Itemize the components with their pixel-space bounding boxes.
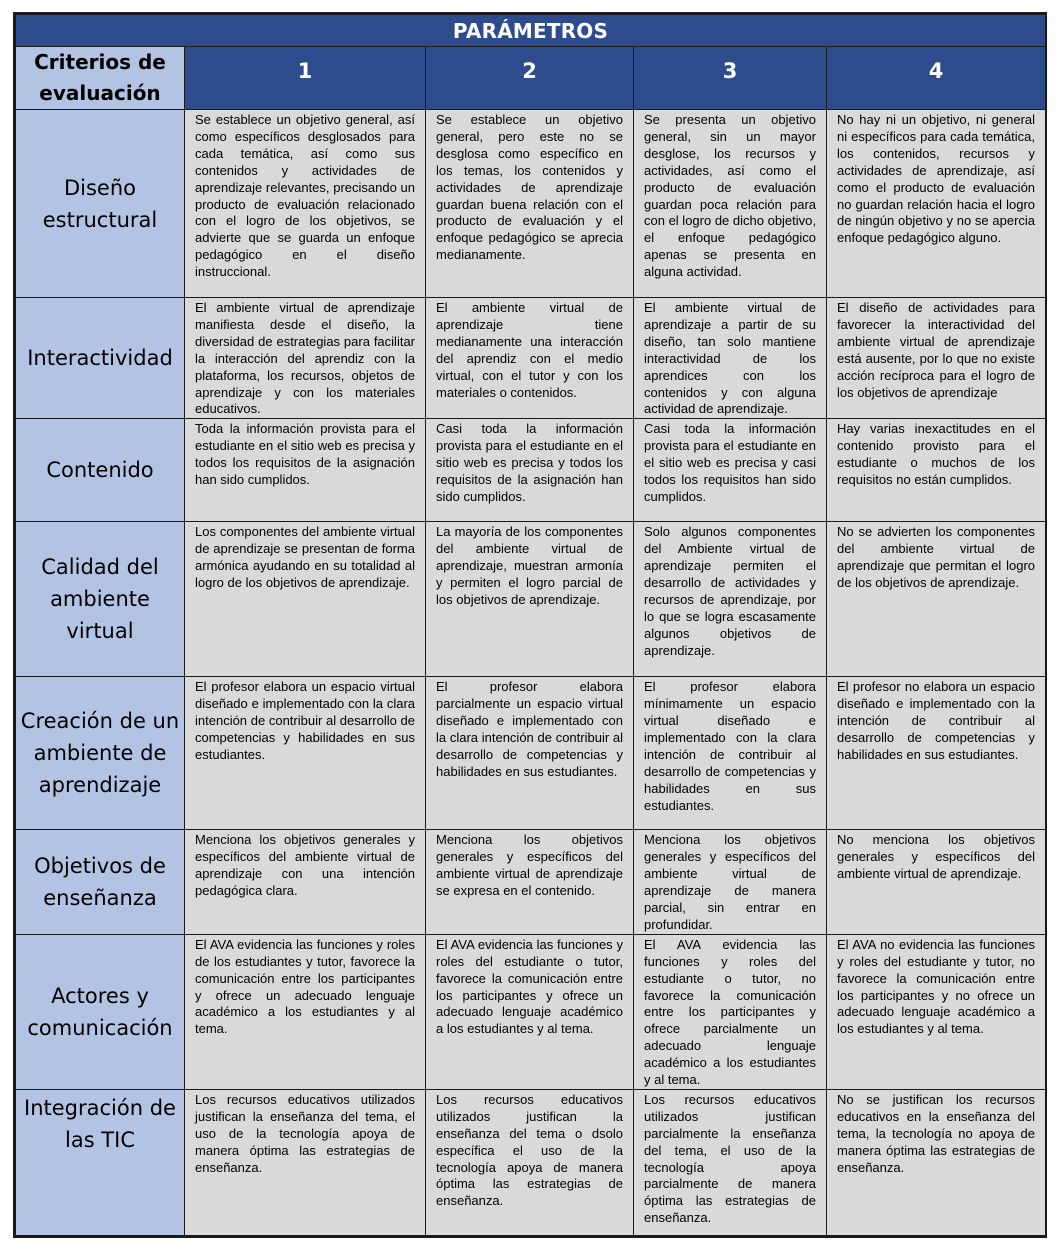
table-row: [16, 934, 1046, 1089]
table-row: [16, 1089, 1046, 1235]
level-header-4: 4: [827, 47, 1046, 110]
level-2-description: La mayoría de los componentes del ambiente virtual de aprendizaje, muestran armonía y permiten el logro parcial de los objetivos de aprendizaje.: [426, 522, 634, 677]
level-header-2: 2: [426, 47, 634, 110]
level-4-description: El diseño de actividades para favorecer la interactividad del ambiente virtual de aprendizaje está ausente, por lo que no existe acción recíproca para el logro de los objetivos de aprendizaje: [827, 298, 1046, 419]
level-3-description: Menciona los objetivos generales y específicos del ambiente virtual de aprendizaje de manera parcial, sin entrar en profundidar.: [634, 830, 827, 934]
table-row: [16, 298, 1046, 419]
level-3-description: El ambiente virtual de aprendizaje a partir de su diseño, tan solo mantiene interactividad de los aprendices con los contenidos y con alguna actividad de aprendizaje.: [634, 298, 827, 419]
table-title: PARÁMETROS: [16, 15, 1046, 47]
level-4-description: No se justifican los recursos educativos en la enseñanza del tema, la tecnología no apoya de manera óptima las estrategias de enseñanza.: [827, 1089, 1046, 1235]
level-3-description: Los recursos educativos utilizados justifican parcialmente la enseñanza del tema, el uso de la tecnología apoya parcialmente de manera óptima las estrategias de enseñanza.: [634, 1089, 827, 1235]
criterion-label: Integración de las TIC: [16, 1089, 185, 1235]
criterion-label: Diseño estructural: [16, 110, 185, 298]
level-4-description: No hay ni un objetivo, ni general ni específicos para cada temática, los contenidos, recursos y actividades de aprendizaje, así como el producto de evaluación no guardan relación hacia el logro de ningún objetivo y no se apercia enfoque pedagógico alguno.: [827, 110, 1046, 298]
title-row: [16, 15, 1046, 47]
table-row: [16, 419, 1046, 522]
level-3-description: Solo algunos componentes del Ambiente virtual de aprendizaje permiten el desarrollo de actividades y recursos de aprendizaje, por lo que se logra escasamente algunos objetivos de aprendizaje.: [634, 522, 827, 677]
level-1-description: Toda la información provista para el estudiante en el sitio web es precisa y todos los requisitos de la asignación han sido cumplidos.: [185, 419, 426, 522]
level-3-description: El profesor elabora mínimamente un espacio virtual diseñado e implementado con la clara intención de contribuir al desarrollo de competencias y habilidades en sus estudiantes.: [634, 677, 827, 830]
level-3-description: El AVA evidencia las funciones y roles del estudiante o tutor, no favorece la comunicación entre los participantes y ofrece parcialmente un adecuado lenguaje académico a los estudiantes y al tema.: [634, 934, 827, 1089]
level-header-1: 1: [185, 47, 426, 110]
level-2-description: Se establece un objetivo general, pero este no se desglosa como específico en los temas, los contenidos y actividades de aprendizaje guardan buena relación con el producto de evaluación y el enfoque pedagógico se aprecia medianamente.: [426, 110, 634, 298]
criterion-label: Interactividad: [16, 298, 185, 419]
level-1-description: Los recursos educativos utilizados justifican la enseñanza del tema, el uso de la tecnología apoya de manera óptima las estrategias de enseñanza.: [185, 1089, 426, 1235]
criterion-label: Actores y comunicación: [16, 934, 185, 1089]
criterion-label: Creación de un ambiente de aprendizaje: [16, 677, 185, 830]
level-2-description: El AVA evidencia las funciones y roles del estudiante o tutor, favorece la comunicación entre los participantes y ofrece un adecuado lenguaje académico a los estudiantes y al tema.: [426, 934, 634, 1089]
level-1-description: El profesor elabora un espacio virtual diseñado e implementado con la clara intención de contribuir al desarrollo de competencias y habilidades en sus estudiantes.: [185, 677, 426, 830]
level-header-3: 3: [634, 47, 827, 110]
level-4-description: El profesor no elabora un espacio diseñado e implementado con la intención de contribuir al desarrollo de competencias y habilidades en sus estudiantes.: [827, 677, 1046, 830]
table-row: [16, 110, 1046, 298]
rubric-table-frame: [13, 12, 1047, 1238]
criteria-column-header: Criterios de evaluación: [16, 47, 185, 110]
table-row: [16, 522, 1046, 677]
level-2-description: Menciona los objetivos generales y específicos del ambiente virtual de aprendizaje se expresa en el contenido.: [426, 830, 634, 934]
level-2-description: El ambiente virtual de aprendizaje tiene medianamente una interacción del aprendiz con el medio virtual, con el tutor y con los materiales o contenidos.: [426, 298, 634, 419]
level-1-description: Los componentes del ambiente virtual de aprendizaje se presentan de forma armónica ayudando en su totalidad al logro de los objetivos de aprendizaje.: [185, 522, 426, 677]
header-row: [16, 47, 1046, 110]
level-4-description: No menciona los objetivos generales y específicos del ambiente virtual de aprendizaje.: [827, 830, 1046, 934]
table-row: [16, 830, 1046, 934]
level-4-description: No se advierten los componentes del ambiente virtual de aprendizaje que permitan el logro de los objetivos de aprendizaje.: [827, 522, 1046, 677]
level-2-description: Casi toda la información provista para el estudiante en el sitio web es precisa y todos los requisitos de la asignación han sido cumplidos.: [426, 419, 634, 522]
level-3-description: Casi toda la información provista para el estudiante en el sitio web es precisa y casi todos los requisitos han sido cumplidos.: [634, 419, 827, 522]
level-1-description: El AVA evidencia las funciones y roles de los estudiantes y tutor, favorece la comunicación entre los participantes y ofrece un adecuado lenguaje académico a los estudiantes y al tema.: [185, 934, 426, 1089]
criterion-label: Contenido: [16, 419, 185, 522]
criterion-label: Objetivos de enseñanza: [16, 830, 185, 934]
level-2-description: Los recursos educativos utilizados justifican la enseñanza del tema o dsolo específica el uso de la tecnología apoya de manera óptima las estrategias de enseñanza.: [426, 1089, 634, 1235]
criterion-label: Calidad del ambiente virtual: [16, 522, 185, 677]
level-1-description: El ambiente virtual de aprendizaje manifiesta desde el diseño, la diversidad de estrategias para facilitar la interacción del aprendiz con la plataforma, los recursos, objetos de aprendizaje y con los materiales educativos.: [185, 298, 426, 419]
level-1-description: Se establece un objetivo general, así como específicos desglosados para cada temática, así como sus contenidos y actividades de aprendizaje relevantes, precisando un producto de evaluación relacionado con el logro de los objetivos, se advierte que se guarda un enfoque pedagógico en el diseño instruccional.: [185, 110, 426, 298]
level-3-description: Se presenta un objetivo general, sin un mayor desglose, los recursos y actividades, así como el producto de evaluación guardan poca relación para con el logro de dicho objetivo, el enfoque pedagógico apenas se presenta en alguna actividad.: [634, 110, 827, 298]
level-2-description: El profesor elabora parcialmente un espacio virtual diseñado e implementado con la clara intención de contribuir al desarrollo de competencias y habilidades en sus estudiantes.: [426, 677, 634, 830]
table-row: [16, 677, 1046, 830]
level-1-description: Menciona los objetivos generales y específicos del ambiente virtual de aprendizaje con una intención pedagógica clara.: [185, 830, 426, 934]
level-4-description: Hay varias inexactitudes en el contenido provisto para el estudiante o muchos de los requisitos no están cumplidos.: [827, 419, 1046, 522]
rubric-table: [15, 14, 1046, 1236]
level-4-description: El AVA no evidencia las funciones y roles del estudiante y tutor, no favorece la comunicación entre los participantes y no ofrece un adecuado lenguaje académico a los estudiantes y al tema.: [827, 934, 1046, 1089]
